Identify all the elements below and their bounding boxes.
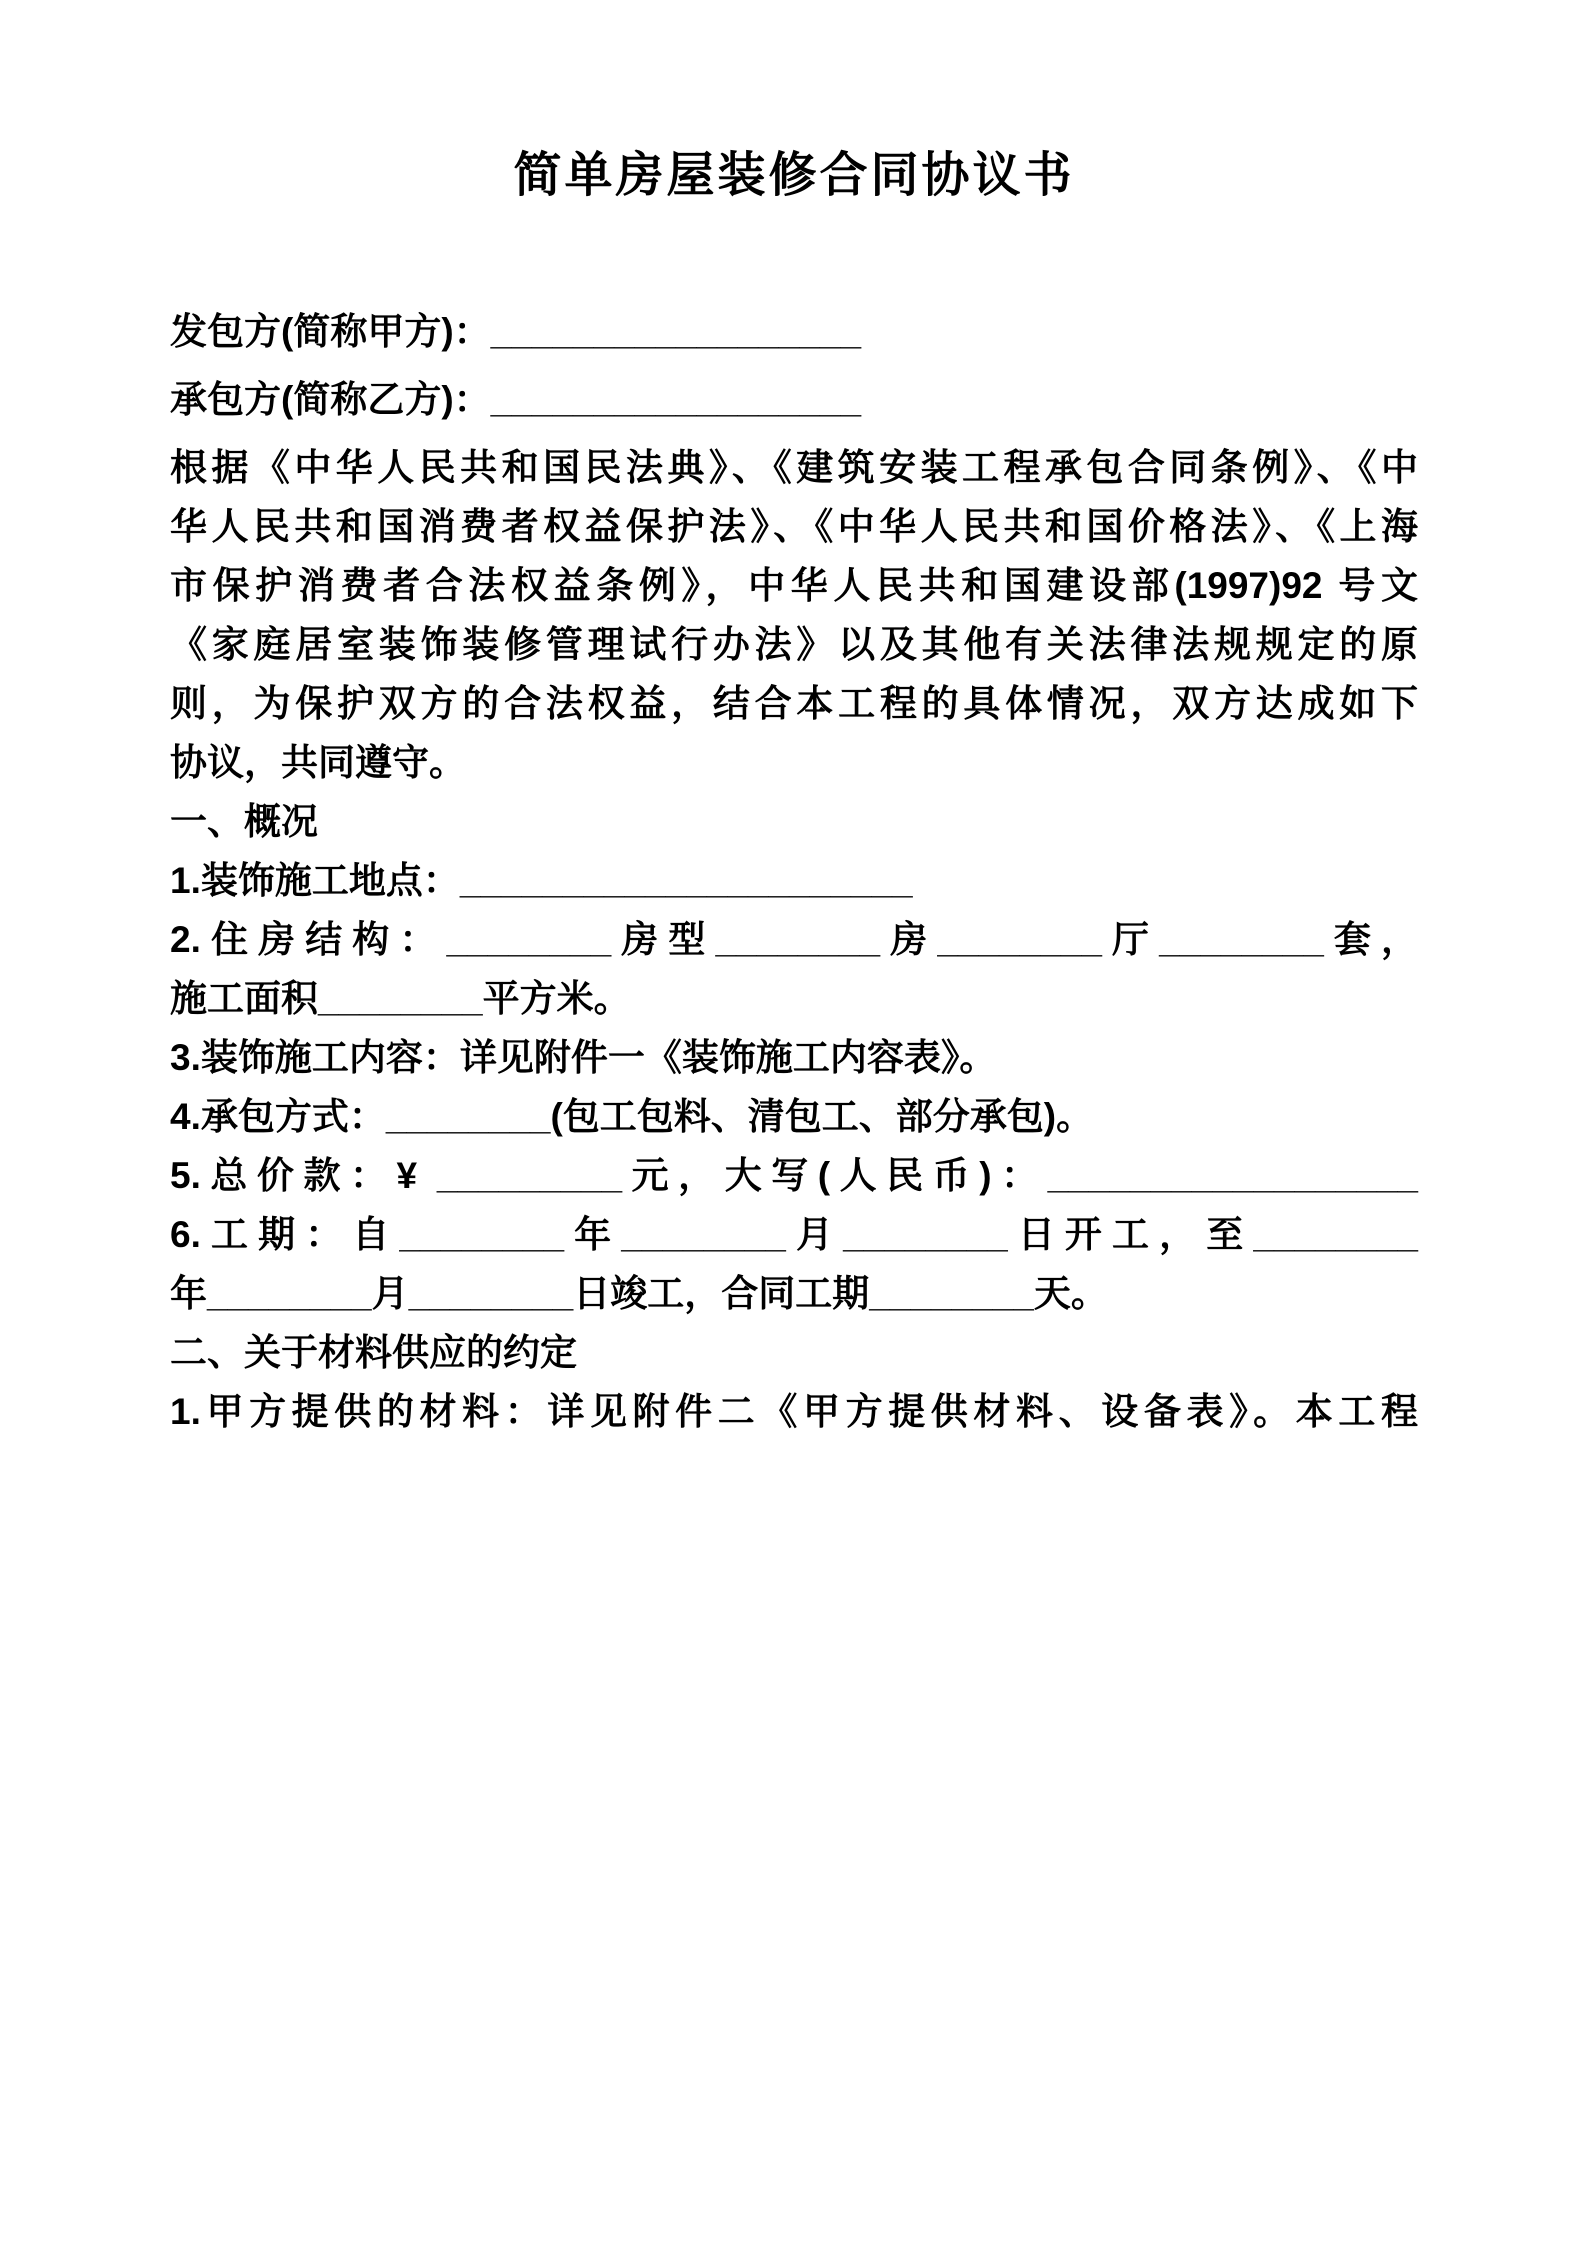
contract-line: 1.装饰施工地点：______________________ (170, 860, 913, 901)
contract-line: 《家庭居室装饰装修管理试行办法》以及其他有关法律法规规定的原 (170, 624, 1418, 665)
contract-line: 华人民共和国消费者权益保护法》、《中华人民共和国价格法》、《上海 (170, 506, 1418, 547)
contract-line: 年________月________日竣工，合同工期________天。 (170, 1273, 1108, 1314)
contract-line: 则，为保护双方的合法权益，结合本工程的具体情况，双方达成如下 (170, 683, 1418, 724)
document-body (170, 302, 1418, 1441)
contract-line: 发包方(简称甲方)：__________________ (170, 311, 862, 352)
contract-line: 2.住房结构：________房型________房________厅________套， (170, 919, 1418, 960)
contract-line: 5.总价款：¥ _________元，大写(人民币)：__________________ (170, 1155, 1418, 1196)
contract-line: 1.甲方提供的材料：详见附件二《甲方提供材料、设备表》。本工程 (170, 1391, 1418, 1432)
contract-line: 承包方(简称乙方)：__________________ (170, 379, 862, 420)
contract-line: 二、关于材料供应的约定 (170, 1332, 577, 1373)
contract-line: 协议，共同遵守。 (170, 742, 466, 783)
contract-line: 3.装饰施工内容：详见附件一《装饰施工内容表》。 (170, 1037, 997, 1078)
contract-line: 6.工期：自________年________月________日开工，至________ (170, 1214, 1418, 1255)
contract-line: 一、概况 (170, 801, 318, 842)
contract-line: 根据《中华人民共和国民法典》、《建筑安装工程承包合同条例》、《中 (170, 447, 1418, 488)
document-title: 简单房屋装修合同协议书 (513, 149, 1075, 202)
contract-line: 4.承包方式：________(包工包料、清包工、部分承包)。 (170, 1096, 1094, 1137)
contract-line: 施工面积________平方米。 (170, 978, 631, 1019)
contract-line: 市保护消费者合法权益条例》，中华人民共和国建设部(1997)92 号文 (170, 565, 1418, 606)
